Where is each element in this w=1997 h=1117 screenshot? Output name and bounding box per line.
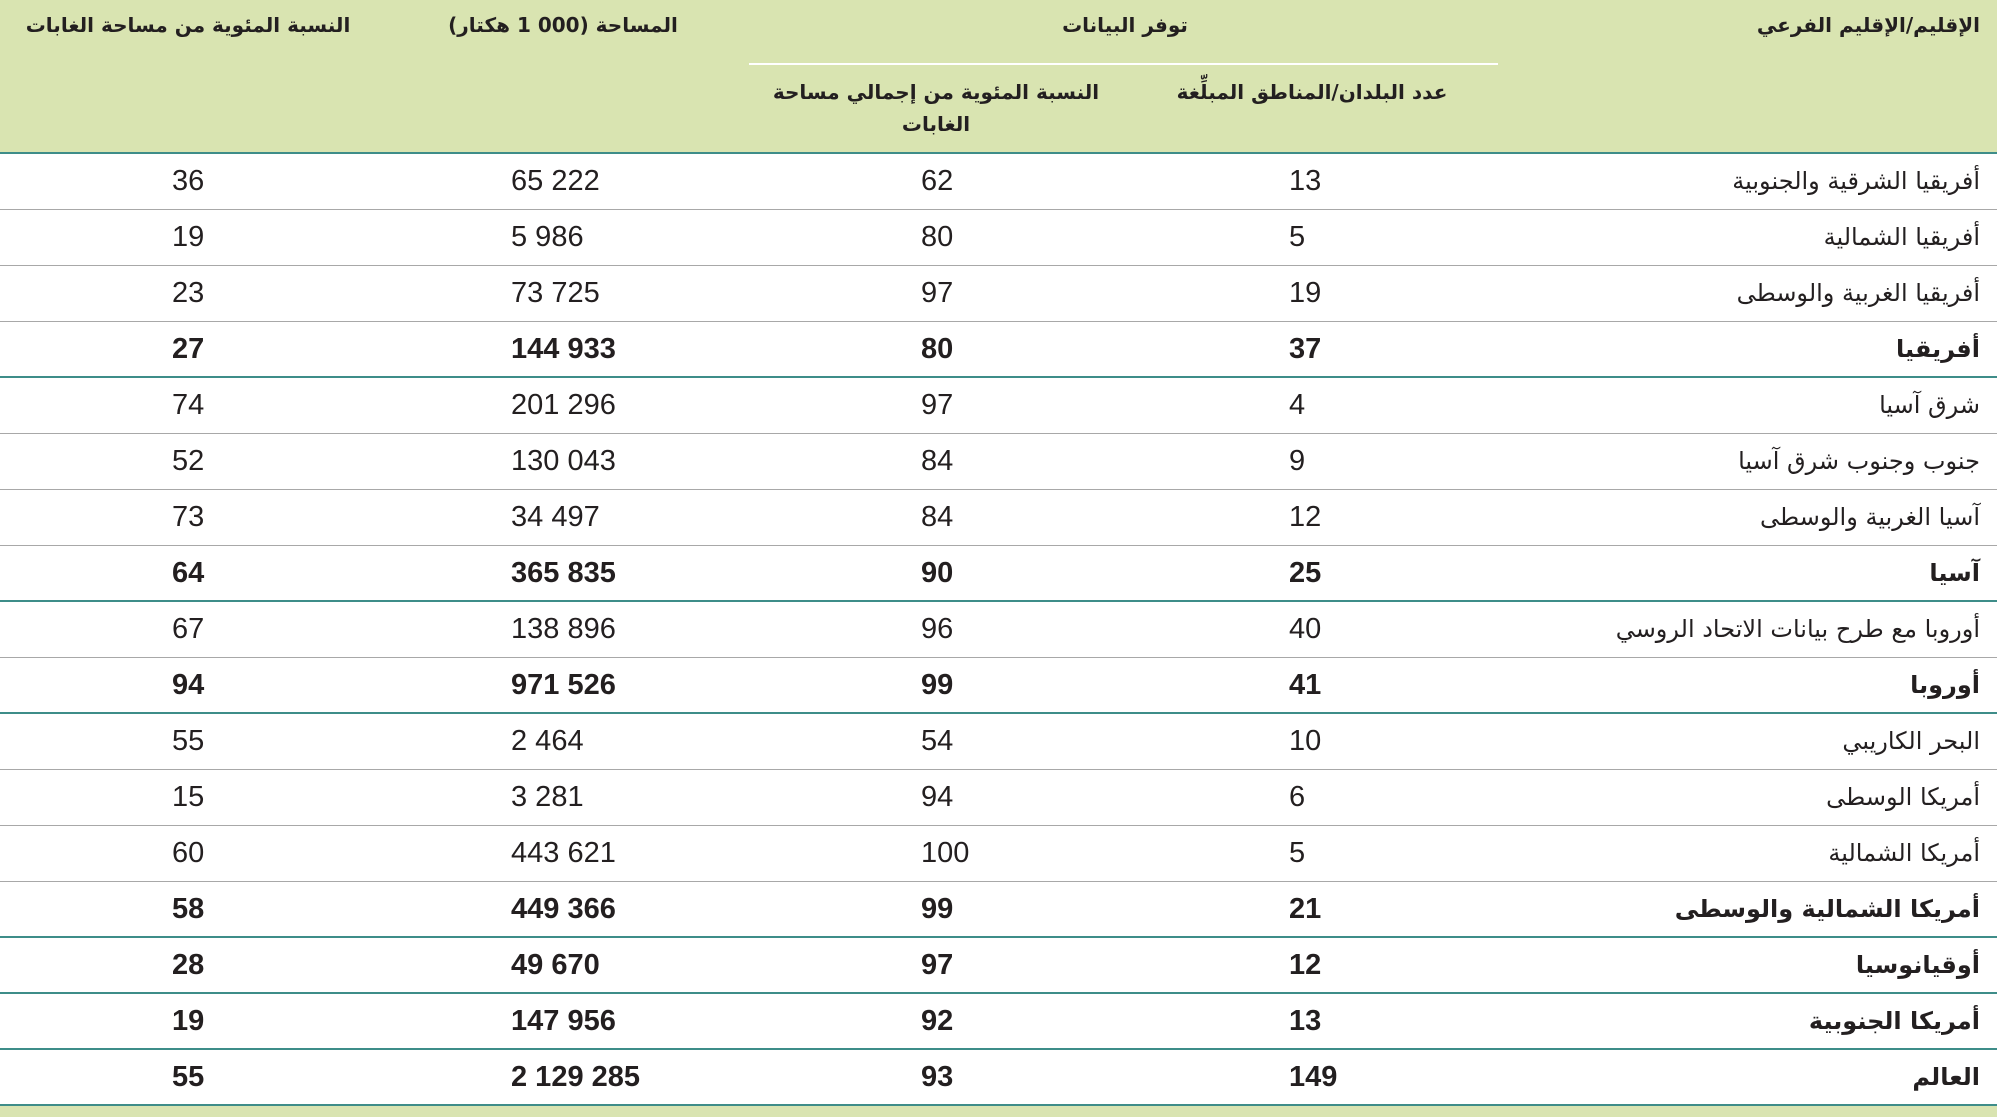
forest-area-cell: 201 296	[511, 389, 616, 421]
reporting-count-cell: 12	[1289, 949, 1322, 981]
region-cell: أفريقيا الشمالية	[1823, 223, 1980, 251]
forest-area-cell: 138 896	[511, 613, 616, 645]
reporting-count-cell: 5	[1289, 837, 1306, 869]
table-row	[0, 714, 1997, 770]
region-cell: العالم	[1912, 1063, 1980, 1091]
table-total-row	[0, 994, 1997, 1050]
forest-area-cell: 365 835	[511, 557, 616, 589]
region-cell: شرق آسيا	[1879, 391, 1980, 419]
pct-total-forest-cell: 96	[921, 613, 954, 645]
table-row	[0, 210, 1997, 266]
pct-total-forest-cell: 97	[921, 949, 954, 981]
reporting-count-cell: 40	[1289, 613, 1322, 645]
forest-area-cell: 2 464	[511, 725, 584, 757]
reporting-count-cell: 4	[1289, 389, 1306, 421]
reporting-count-cell: 9	[1289, 445, 1306, 477]
table-total-row	[0, 546, 1997, 602]
pct-forest-area-cell: 55	[172, 725, 205, 757]
reporting-count-cell: 13	[1289, 1005, 1322, 1037]
data-availability-group-header: توفر البيانات	[1062, 13, 1188, 37]
table-header	[0, 0, 1997, 154]
reporting-count-cell: 13	[1289, 165, 1322, 197]
table-row	[0, 602, 1997, 658]
pct-total-forest-cell: 99	[921, 669, 954, 701]
reporting-count-cell: 10	[1289, 725, 1322, 757]
pct-forest-area-cell: 15	[172, 781, 205, 813]
forest-area-cell: 34 497	[511, 501, 600, 533]
reporting-count-cell: 149	[1289, 1061, 1338, 1093]
reporting-count-cell: 12	[1289, 501, 1322, 533]
table-row	[0, 826, 1997, 882]
region-cell: أوروبا مع طرح بيانات الاتحاد الروسي	[1615, 615, 1980, 643]
pct-forest-area-cell: 73	[172, 501, 205, 533]
forest-area-cell: 49 670	[511, 949, 600, 981]
region-cell: جنوب وجنوب شرق آسيا	[1738, 447, 1980, 475]
reporting-count-cell: 6	[1289, 781, 1306, 813]
table-row	[0, 770, 1997, 826]
reporting-count-cell: 41	[1289, 669, 1322, 701]
pct-forest-area-cell: 58	[172, 893, 205, 925]
table-total-row	[0, 938, 1997, 994]
region-cell: أمريكا الوسطى	[1826, 783, 1980, 811]
region-cell: آسيا الغربية والوسطى	[1760, 503, 1980, 531]
table-footer-band	[0, 1106, 1997, 1117]
pct-total-forest-cell: 100	[921, 837, 970, 869]
pct-forest-area-cell: 52	[172, 445, 205, 477]
pct-forest-area-cell: 55	[172, 1061, 205, 1093]
table-total-row	[0, 658, 1997, 714]
pct-forest-area-cell: 19	[172, 1005, 205, 1037]
forest-area-cell: 147 956	[511, 1005, 616, 1037]
pct-total-forest-cell: 97	[921, 277, 954, 309]
region-cell: أوروبا	[1910, 671, 1980, 699]
reporting-count-cell: 5	[1289, 221, 1306, 253]
table-row	[0, 378, 1997, 434]
pct-total-forest-cell: 62	[921, 165, 954, 197]
forest-area-cell: 144 933	[511, 333, 616, 365]
pct-total-forest-cell: 92	[921, 1005, 954, 1037]
pct-total-forest-cell: 90	[921, 557, 954, 589]
table-row	[0, 490, 1997, 546]
forest-area-cell: 971 526	[511, 669, 616, 701]
pct-forest-area-cell: 67	[172, 613, 205, 645]
pct-forest-area-cell: 23	[172, 277, 205, 309]
region-cell: أوقيانوسيا	[1855, 951, 1980, 979]
pct-total-forest-cell: 99	[921, 893, 954, 925]
forest-area-cell: 65 222	[511, 165, 600, 197]
pct-forest-area-cell: 19	[172, 221, 205, 253]
region-cell: أمريكا الشمالية	[1828, 839, 1980, 867]
forest-area-cell: 3 281	[511, 781, 584, 813]
pct-total-forest-cell: 54	[921, 725, 954, 757]
forest-area-cell: 5 986	[511, 221, 584, 253]
table-total-row	[0, 1050, 1997, 1106]
pct-total-forest-cell: 94	[921, 781, 954, 813]
region-cell: آسيا	[1929, 559, 1980, 587]
pct-total-forest-cell: 80	[921, 333, 954, 365]
table-row	[0, 266, 1997, 322]
area-column-header: المساحة (000 1 هكتار)	[448, 13, 678, 37]
table-row	[0, 434, 1997, 490]
region-cell: البحر الكاريبي	[1842, 727, 1980, 755]
forest-area-cell: 2 129 285	[511, 1061, 641, 1093]
pct-total-forest-cell: 97	[921, 389, 954, 421]
pct-total-forest-cell: 84	[921, 445, 954, 477]
pct-total-forest-cell: 93	[921, 1061, 954, 1093]
region-column-header: الإقليم/الإقليم الفرعي	[1756, 13, 1980, 37]
reporting-count-cell: 21	[1289, 893, 1322, 925]
forest-area-cell: 130 043	[511, 445, 616, 477]
pct-total-forest-cell: 84	[921, 501, 954, 533]
pct-forest-area-cell: 60	[172, 837, 205, 869]
group-header-divider	[749, 63, 1498, 65]
reporting-count-cell: 37	[1289, 333, 1322, 365]
pct-forest-area-cell: 36	[172, 165, 205, 197]
region-cell: أمريكا الجنوبية	[1808, 1007, 1980, 1035]
region-cell: أفريقيا	[1896, 335, 1980, 363]
table-body	[0, 154, 1997, 1106]
region-cell: أفريقيا الغربية والوسطى	[1736, 279, 1980, 307]
pct-total-forest-cell: 80	[921, 221, 954, 253]
table-total-row	[0, 882, 1997, 938]
region-cell: أمريكا الشمالية والوسطى	[1674, 895, 1980, 923]
pct-forest-area-cell: 64	[172, 557, 205, 589]
pct-forest-area-cell: 94	[172, 669, 205, 701]
forest-area-cell: 73 725	[511, 277, 600, 309]
region-cell: أفريقيا الشرقية والجنوبية	[1732, 167, 1980, 195]
table-row	[0, 154, 1997, 210]
pct-total-forest-column-header: النسبة المئوية من إجمالي مساحة الغابات	[772, 80, 1100, 136]
forest-area-cell: 443 621	[511, 837, 616, 869]
pct-forest-area-cell: 27	[172, 333, 205, 365]
pct-forest-area-cell: 28	[172, 949, 205, 981]
forest-area-cell: 449 366	[511, 893, 616, 925]
reporting-count-cell: 25	[1289, 557, 1322, 589]
reporting-count-column-header: عدد البلدان/المناطق المبلِّغة	[1176, 80, 1448, 104]
reporting-count-cell: 19	[1289, 277, 1322, 309]
pct-forest-area-column-header: النسبة المئوية من مساحة الغابات	[25, 13, 351, 37]
pct-forest-area-cell: 74	[172, 389, 205, 421]
table-total-row	[0, 322, 1997, 378]
